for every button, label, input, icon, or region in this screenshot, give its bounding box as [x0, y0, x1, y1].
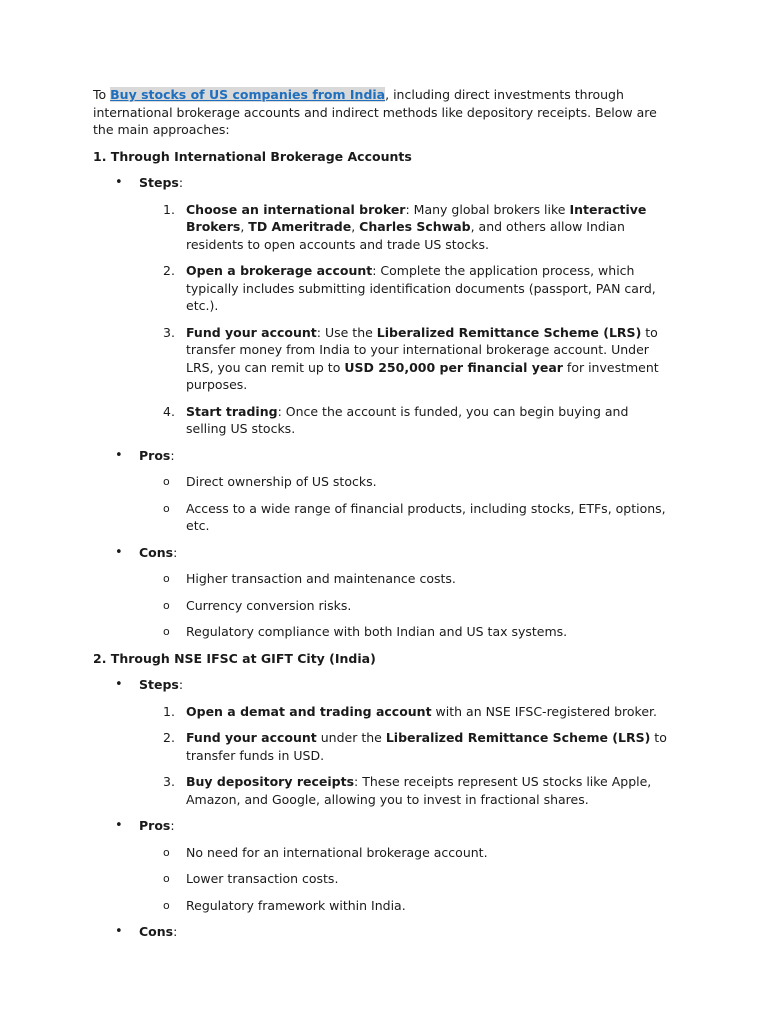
step-plain-text: for investment purposes.	[186, 359, 659, 392]
step-bold-text: Fund your account	[186, 730, 317, 745]
pro-list	[139, 473, 672, 535]
step-item	[139, 729, 672, 764]
pros-bullet	[93, 817, 672, 914]
step-item	[139, 773, 672, 808]
step-number: 1.	[163, 201, 175, 217]
step-bold-text: Open a demat and trading account	[186, 703, 432, 719]
circle-bullet-icon: o	[163, 475, 170, 488]
step-number: 4.	[163, 403, 175, 419]
buy-us-stocks-link[interactable]: Buy stocks of US companies from India	[110, 87, 386, 102]
con-text: Currency conversion risks.	[186, 597, 352, 613]
step-plain-text: under the	[316, 730, 386, 745]
step-plain-text: ,	[351, 219, 360, 234]
circle-bullet-icon: o	[163, 872, 170, 885]
step-text	[186, 730, 667, 763]
step-bold-text: Choose an international broker	[186, 201, 406, 217]
cons-bullet	[93, 923, 672, 941]
bullet-label-colon: :	[178, 677, 184, 692]
step-plain-text: to transfer funds in USD.	[186, 730, 667, 763]
pro-item	[139, 897, 672, 915]
step-bold-text: USD 250,000 per financial year	[344, 359, 563, 375]
section-bullets	[93, 174, 672, 641]
step-item	[139, 403, 672, 438]
step-item	[139, 703, 672, 721]
pro-text: Regulatory framework within India.	[186, 897, 406, 913]
step-plain-text: ,	[240, 219, 249, 234]
con-item	[139, 597, 672, 615]
step-text	[186, 202, 646, 252]
step-number: 2.	[163, 730, 175, 745]
sections-container	[93, 148, 672, 941]
step-item	[139, 324, 672, 394]
pros-bullet	[93, 447, 672, 535]
step-bold-text: Open a brokerage account	[186, 263, 373, 278]
bullet-label-text: Pros	[139, 818, 171, 833]
bullet-label	[139, 923, 672, 941]
cons-bullet	[93, 544, 672, 641]
bullet-label-text: Cons	[139, 544, 174, 560]
step-plain-text: , and others allow Indian residents to open accounts and trade US stocks.	[186, 219, 625, 252]
bullet-label-text: Cons	[139, 924, 174, 939]
step-plain-text: to transfer money from India to your international brokerage account. Under LRS, you can remit up to	[186, 324, 658, 375]
step-bold-text: Charles Schwab	[359, 219, 471, 234]
bullet-label-colon: :	[173, 544, 178, 560]
step-text	[186, 774, 651, 807]
pro-text: Direct ownership of US stocks.	[186, 474, 377, 489]
bullet-label	[139, 447, 672, 465]
bullet-label-colon: :	[170, 447, 175, 463]
step-number: 3.	[163, 324, 175, 340]
intro-paragraph	[93, 86, 672, 139]
bullet-label	[139, 174, 672, 192]
step-plain-text: with an NSE IFSC-registered broker.	[431, 703, 657, 719]
circle-bullet-icon: o	[163, 598, 170, 612]
bullet-label-text: Pros	[139, 447, 171, 463]
step-bold-text: Liberalized Remittance Scheme (LRS)	[376, 324, 642, 340]
step-bold-text: Interactive Brokers	[186, 201, 647, 234]
pro-list	[139, 844, 672, 915]
step-plain-text: : Use the	[316, 324, 377, 340]
circle-bullet-icon: o	[163, 572, 170, 585]
circle-bullet-icon: o	[163, 898, 170, 912]
step-number: 2.	[163, 263, 175, 278]
con-text: Regulatory compliance with both Indian and US tax systems.	[186, 624, 568, 639]
bullet-label-colon: :	[178, 175, 184, 190]
con-text: Higher transaction and maintenance costs.	[186, 571, 456, 586]
circle-bullet-icon: o	[163, 845, 170, 859]
pro-item	[139, 500, 672, 535]
bullet-label	[139, 544, 672, 562]
step-bold-text: TD Ameritrade	[248, 219, 352, 234]
pro-item	[139, 473, 672, 491]
con-item	[139, 623, 672, 641]
bullet-label-colon: :	[173, 924, 178, 939]
section-heading: 2. Through NSE IFSC at GIFT City (India)	[93, 650, 376, 666]
pro-text: Lower transaction costs.	[186, 871, 339, 886]
step-plain-text: : Complete the application process, which typically includes submitting identification documents (passport, PAN card, etc.).	[186, 263, 656, 313]
step-item	[139, 262, 672, 315]
pro-text: No need for an international brokerage account.	[186, 844, 488, 860]
step-plain-text: : Many global brokers like	[405, 201, 570, 217]
step-bold-text: Liberalized Remittance Scheme (LRS)	[385, 730, 651, 745]
section-bullets	[93, 676, 672, 941]
step-text	[186, 263, 656, 313]
circle-bullet-icon: o	[163, 625, 170, 638]
pro-text: Access to a wide range of financial products, including stocks, ETFs, options, etc.	[186, 500, 666, 533]
step-text	[186, 325, 659, 393]
bullet-label	[139, 817, 672, 835]
intro-rest: , including direct investments through international brokerage accounts and indirect methods like depository receipts. Below are the main approaches:	[93, 87, 657, 137]
bullet-label-text: Steps	[139, 175, 179, 190]
step-plain-text: : These receipts represent US stocks like Apple, Amazon, and Google, allowing you to invest in fractional shares.	[186, 774, 652, 807]
intro-prefix: To	[93, 87, 111, 102]
steps-bullet	[93, 174, 672, 438]
circle-bullet-icon: o	[163, 501, 170, 515]
section-heading: 1. Through International Brokerage Accounts	[93, 148, 412, 164]
step-item	[139, 201, 672, 254]
pro-item	[139, 844, 672, 862]
steps-list	[139, 201, 672, 438]
step-bold-text: Start trading	[186, 403, 278, 419]
step-text	[186, 704, 657, 719]
con-list	[139, 570, 672, 641]
steps-list	[139, 703, 672, 809]
steps-bullet	[93, 676, 672, 808]
con-item	[139, 570, 672, 588]
pro-item	[139, 870, 672, 888]
bullet-label-text: Steps	[139, 677, 179, 692]
step-text	[186, 404, 628, 437]
step-bold-text: Fund your account	[186, 324, 317, 340]
step-number: 3.	[163, 774, 175, 789]
bullet-label-colon: :	[170, 818, 175, 833]
step-number: 1.	[163, 703, 175, 719]
step-bold-text: Buy depository receipts	[186, 774, 355, 789]
step-plain-text: : Once the account is funded, you can begin buying and selling US stocks.	[186, 403, 629, 436]
bullet-label	[139, 676, 672, 694]
